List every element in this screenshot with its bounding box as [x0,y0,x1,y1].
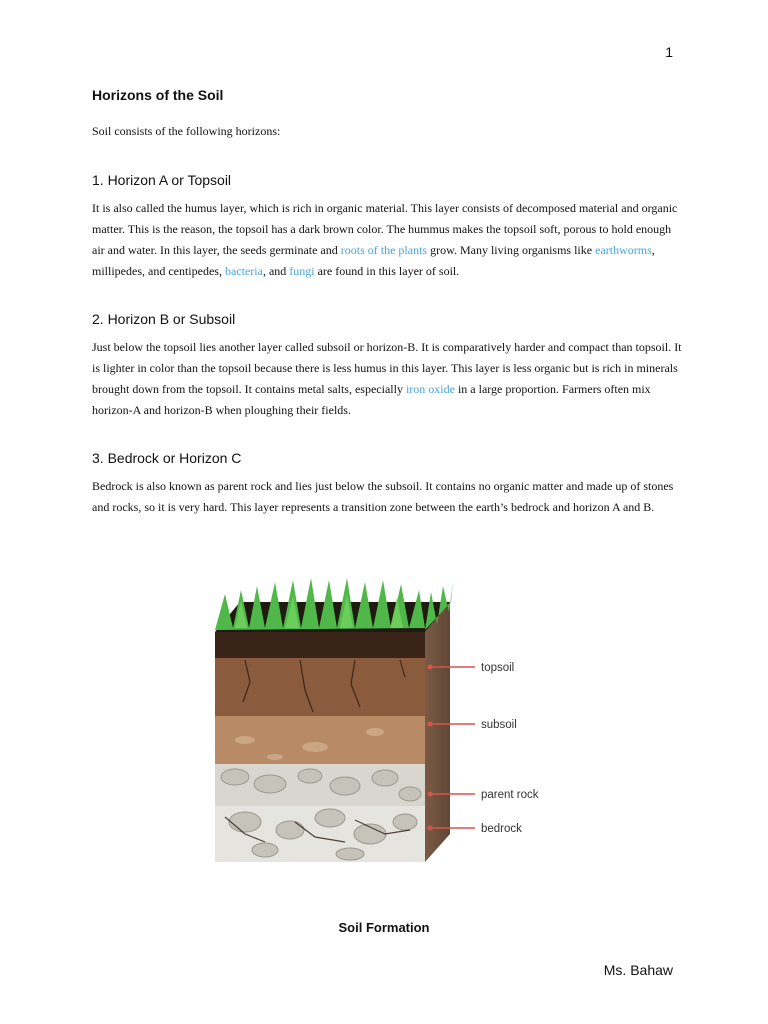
soil-layers-illustration [205,572,560,882]
section-body-subsoil [92,337,682,421]
text-run: Just below the topsoil lies another layer called subsoil or horizon-B. It is comparatively harder and compact than topsoil. It is lighter in color than the topsoil because there is less humus in this layer. This layer is less organic but is rich in minerals brought down from the topsoil. It contains metal salts, especially [92,340,682,396]
link-earthworms[interactable]: earthworms [595,243,652,257]
author-name: Ms. Bahaw [603,962,673,978]
humus-layer [215,632,425,660]
text-run: are found in this layer of soil. [314,264,460,278]
text-run: It is also called the humus layer, which is rich in organic material. This layer consists of decomposed material and organic matter. This is the reason, the topsoil has a dark brown color. The hummus makes the topsoil soft, porous to hold enough air and water. In this layer, the seeds germinate and [92,201,678,257]
text-run: , millipedes, and centipedes, [92,243,655,278]
section-heading-bedrock: 3. Bedrock or Horizon C [92,450,242,466]
figure-caption: Soil Formation [338,920,430,935]
parent-rock-layer [215,764,425,808]
text-run: grow. Many living organisms like [427,243,596,257]
link-iron-oxide[interactable]: iron oxide [405,382,455,396]
section-body-topsoil [92,198,682,282]
text-run: in a large proportion. Farmers often mix horizon-A and horizon-B when ploughing their fields. [92,382,651,417]
intro-text: Soil consists of the following horizons: [92,124,281,138]
text-run: , and [262,264,290,278]
section-heading-subsoil: 2. Horizon B or Subsoil [92,311,236,327]
label-parent-rock: parent rock [481,789,539,801]
link-roots-of-the-plants[interactable]: roots of the plants [340,243,428,257]
label-subsoil: subsoil [481,719,517,731]
label-bedrock: bedrock [481,823,522,835]
document-title: Horizons of the Soil [92,87,224,103]
link-bacteria[interactable]: bacteria [224,264,263,278]
section-body-bedrock: Bedrock is also known as parent rock and lies just below the subsoil. It contains no organic matter and made up of stones and rocks, so it is very hard. This layer represents a transition zone between the earth’s bedrock and horizon A and B. [92,479,674,514]
page-number: 1 [665,44,673,60]
section-heading-topsoil: 1. Horizon A or Topsoil [92,172,232,188]
link-fungi[interactable]: fungi [289,264,315,278]
label-topsoil: topsoil [481,662,515,674]
